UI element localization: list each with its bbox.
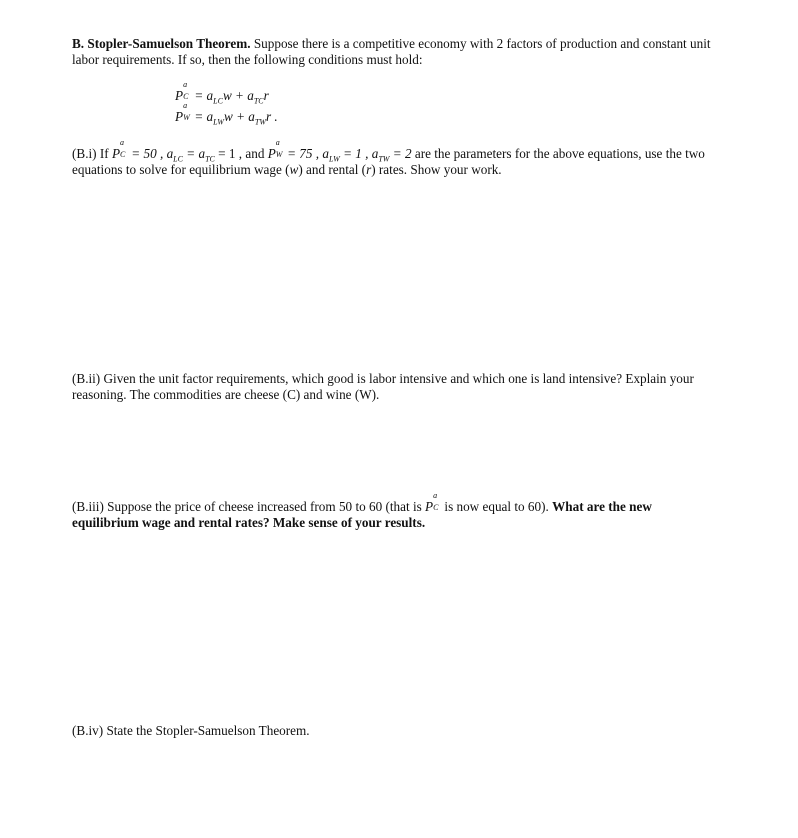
question-biii-text-2: is now equal to 60). — [444, 499, 549, 514]
question-bi-text-3: ) and rental ( — [298, 162, 367, 177]
question-bi-pw-value: = 75 , — [287, 146, 320, 161]
question-bi-w-symbol: w — [289, 162, 299, 177]
question-bi-label: (B.i) — [72, 146, 97, 161]
eq1-sub-tc: TC — [253, 96, 264, 106]
eq1-price-symbol: P — [175, 88, 184, 103]
eq2-sub-tw: TW — [254, 117, 266, 127]
eq2-price-sub: W — [183, 113, 190, 122]
question-bii-text: Given the unit factor requirements, which good is labor intensive and which one is land intensive? Explain your reasoning. The commodities are cheese (C) and wine (W). — [72, 371, 694, 402]
question-bi-alw-value: = 1 , — [343, 146, 369, 161]
question-bi-r-symbol: r — [366, 162, 372, 177]
question-bi-pc-value: = 50 , — [131, 146, 164, 161]
question-biii: (B.iii) Suppose the price of cheese increased from 50 to 60 (that is P a C is now equal to 60). What are the new equilibrium wage and rental rates? Make sense of your results. — [72, 491, 652, 530]
eq2-price-symbol: P — [175, 109, 184, 124]
question-bii — [72, 371, 712, 403]
question-bi-atw-value: = 2 — [392, 146, 412, 161]
eq1-rhs-start: = a — [194, 88, 214, 103]
question-biii-label: (B.iii) — [72, 499, 104, 514]
question-bi-text-4: ) rates. Show your work. — [371, 162, 502, 177]
eq2-price-sup: a — [183, 101, 188, 110]
question-biii-bold-text: What are the new equilibrium wage and rental rates? Make sense of your results. — [72, 499, 652, 530]
question-bi-ac-values: = 1 , and — [218, 146, 265, 161]
question-bi-text-2: are the parameters for the above equations, use the two equations to solve for equilibrium wage ( — [72, 146, 705, 177]
question-bii-label: (B.ii) — [72, 371, 101, 386]
question-bi: (B.i) If P a C = 50 , $a_{LC} = a_{TC} = 1$ , and P a W = 75 , $a_{LW} = 1$ , $a_{TW} = 2$ are the parameters for the above equations, use the two equations to solve for equilibrium wage (w) and rental (r) rates. Show your work. — [72, 138, 705, 177]
question-biv-text: State the Stopler-Samuelson Theorem. — [106, 723, 310, 738]
eq2-sub-lw: LW — [213, 117, 224, 127]
eq2-rhs-start: = a — [194, 109, 214, 124]
eq2-rhs-end: r . — [266, 109, 278, 124]
question-bi-text-1: If — [99, 146, 109, 161]
section-b-intro — [72, 36, 712, 68]
question-biii-text-1: Suppose the price of cheese increased from 50 to 60 (that is — [107, 499, 422, 514]
question-biv-label: (B.iv) — [72, 723, 104, 738]
equation-cheese — [175, 80, 269, 106]
eq1-rhs-mid: w + a — [222, 88, 254, 103]
eq1-rhs-end: r — [263, 88, 269, 103]
eq1-price-sup: a — [183, 80, 188, 89]
section-heading: B. Stopler-Samuelson Theorem. — [72, 36, 251, 51]
section-intro-text: Suppose there is a competitive economy with 2 factors of production and constant unit labor requirements. If so, then the following conditions must hold: — [72, 36, 711, 67]
eq1-sub-lc: LC — [213, 96, 223, 106]
eq2-rhs-mid: w + a — [223, 109, 255, 124]
question-biv — [72, 723, 712, 739]
eq1-price-sub: C — [183, 92, 189, 101]
